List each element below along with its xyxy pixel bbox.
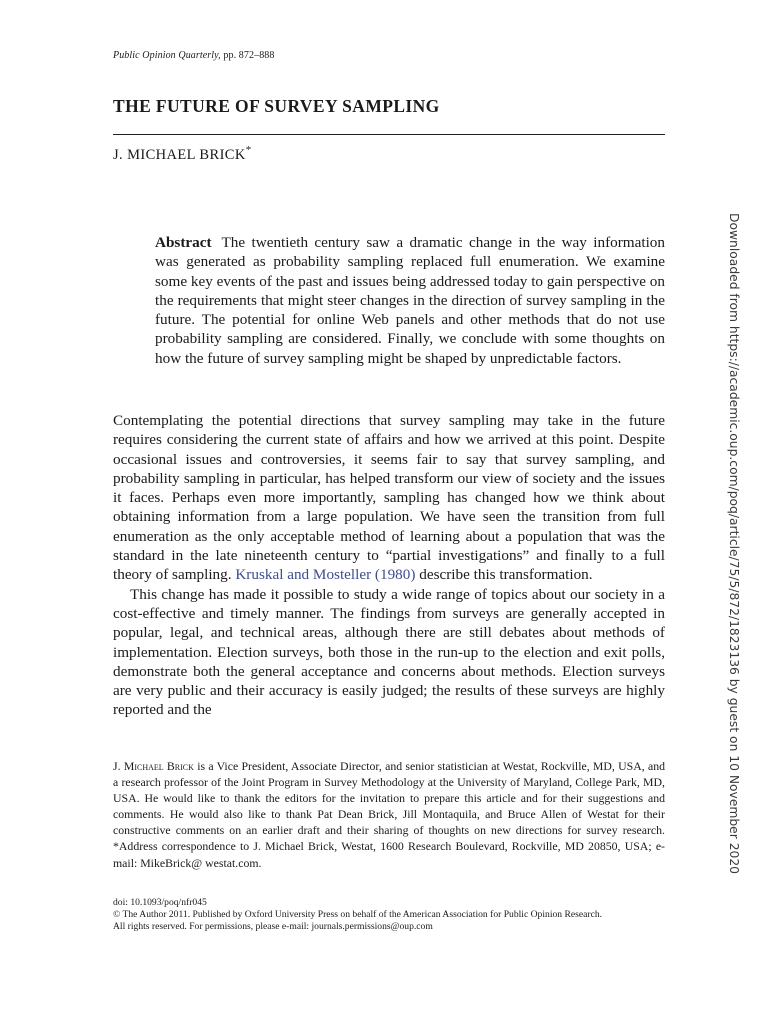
abstract-label: Abstract [155,234,212,251]
author-footnote [113,758,665,871]
footnote-text: is a Vice President, Associate Director, and senior statistician at Westat, Rockville, MD, USA, and a research professor of the Joint Program in Survey Methodology at the University of Maryland, College Park, MD, USA. He would like to thank the editors for the invitation to prepare this article and for their suggestions and comments. He would also like to thank Pat Dean Brick, Jill Montaquila, and Bruce Allen of Westat for their constructive comments on an earlier draft and their sharing of thoughts on new directions for survey research. *Address correspondence to J. Michael Brick, Westat, 1600 Research Boulevard, Rockville, MD 20850, USA; e-mail: MikeBrick@ westat.com. [113,759,666,870]
abstract-text: The twentieth century saw a dramatic change in the way information was generated as probability sampling replaced full enumeration. We examine some key events of the past and issues being addressed today to gain perspective on the requirements that might steer changes in the direction of survey sampling in the future. The potential for online Web panels and other methods that do not use probability sampling are considered. Finally, we conclude with some thoughts on how the future of survey sampling might be shaped by unpredictable factors. [155,234,665,367]
body-paragraph-1 [113,411,665,585]
download-watermark [723,213,743,874]
doi-block [113,897,673,934]
footnote-author-name: Michael Brick [123,759,194,773]
body-paragraph-2: This change has made it possible to study a wide range of topics about our society in a cost-effective and timely manner. The findings from surveys are generally accepted in popular, legal, and technical areas, although there are still debates about methods of implementation. Election surveys, both those in the run-up to the election and exit polls, demonstrate both the general acceptance and concerns about methods. Election surveys are very public and their accuracy is easily judged; the results of these surveys are highly reported and the [113,585,665,719]
citation-link[interactable]: Kruskal and Mosteller (1980) [235,566,416,584]
doi-line[interactable]: doi: 10.1093/poq/nfr045 [113,897,207,908]
author-line [113,144,252,164]
running-head [113,50,275,61]
copyright-line: © The Author 2011. Published by Oxford University Press on behalf of the American Association for Public Opinion Research. [113,909,603,921]
rights-line: All rights reserved. For permissions, please e-mail: journals.permissions@oup.com [113,921,433,933]
footnote-author-initial: J. [113,759,121,773]
abstract [155,233,665,368]
paragraph-1-ending: describe this transformation. [419,566,593,584]
paragraph-1-text: Contemplating the potential directions that survey sampling may take in the future requires considering the current state of affairs and how we arrived at this point. Despite occasional issues and controversies, it seems fair to say that survey sampling, and probability sampling in particular, has helped transform our view of society and the issues it faces. Perhaps even more importantly, sampling has changed how we think about obtaining information from a large population. We have seen the transition from full enumeration as the only acceptable method of learning about a population that was the standard in the late nineteenth century to “partial investigations” and finally to a full theory of sampling. [113,412,665,584]
title-rule [113,134,665,135]
page-range: pp. 872–888 [223,50,275,61]
author-footnote-mark[interactable]: * [245,144,252,156]
download-notice: Downloaded from https://academic.oup.com/poq/article/75/5/872/1823136 by guest on 10 November 2020 [727,213,741,874]
author-name: J. MICHAEL BRICK [113,147,246,163]
article-title: THE FUTURE OF SURVEY SAMPLING [113,96,440,116]
body-text [113,411,665,720]
journal-name: Public Opinion Quarterly, [113,50,221,61]
